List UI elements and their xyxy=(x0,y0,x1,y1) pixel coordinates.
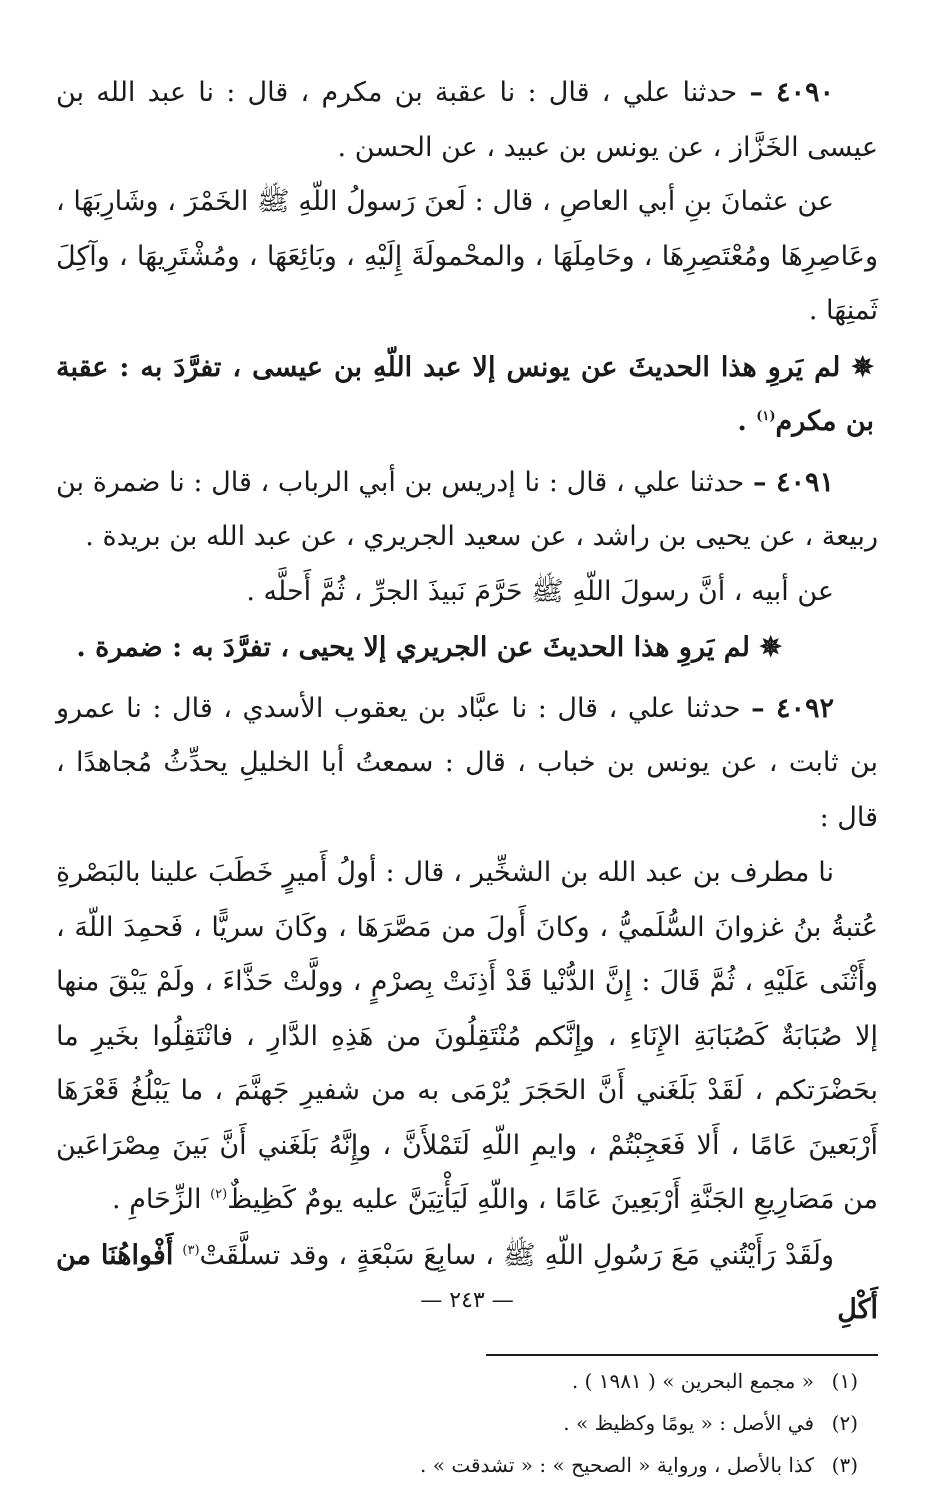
matn-text: نا مطرف بن عبد الله بن الشخِّير ، قال : أولُ أَميرٍ خَطَبَ علينا بالبَصْرةِ عُتبةُ بنُ غزوانَ السُّلَميُّ ، وكانَ أَولَ من مَصَّرَهَا ، وكَانَ سريًّا ، فَحمِدَ اللّهَ ، وأَثْنَى عَلَيْهِ ، ثُمَّ قَالَ : إِنَّ الدُّنْيا قَدْ أَذِنَتْ بِصرْمٍ ، وولَّتْ حَذَّاءَ ، ولَمْ يَبْقَ منها إلا صُبَابَةٌ كَصُبَابَةِ الإِنَاءِ ، وإِنَّكم مُنْتَقِلُونَ من هَذِهِ الدَّارِ ، فانْتَقِلُوا بخَيرِ ما بحَضْرَتكم ، لَقَدْ بَلَغَني أَنَّ الحَجَرَ يُرْمَى به من شفيرِ جَهنَّمَ ، ما يَبْلُغُ قَعْرَهَا أَرْبَعينَ عَامًا ، أَلا فَعَجِبْتُمْ ، وايمِ اللّهِ لَتَمْلأَنَّ ، وإِنَّهُ بَلَغَني أَنَّ بَينَ مِصْرَاعَين من مَصَارِيعِ الجَنَّةِ أَرْبَعِينَ عَامًا ، واللّهِ لَيَأْتِيَنَّ عليه يومٌ كَظِيظٌ xyxy=(56,857,878,1215)
isnad-text: حدثنا علي ، قال : نا عبَّاد بن يعقوب الأسدي ، قال : نا عمرو بن ثابت ، عن يونس بن خباب ، قال : سمعتُ أبا الخليلِ يحدِّثُ مُجاهدًا ، قال : xyxy=(56,692,878,833)
footnote-number: (١) xyxy=(831,1368,858,1393)
footnote-2 xyxy=(56,1402,858,1444)
footnote-ref: (٣) xyxy=(182,1242,200,1258)
footnote-text: كذا بالأصل ، ورواية « الصحيح » : « تشدقت » . xyxy=(420,1452,814,1477)
hadith-4090-matn: عن عثمانَ بنِ أبي العاصِ ، قال : لَعنَ رَسولُ اللّهِ ﷺ الخَمْرَ ، وشَارِبَهَا ، وعَاصِرِهَا ومُعْتَصِرِهَا ، وحَامِلَهَا ، والمحْمولَةَ إِلَيْهِ ، وبَائِعَهَا ، ومُشْتَرِيهَا ، وآكِلَ ثَمنِهَا . xyxy=(56,186,878,326)
hadith-number: ٤٠٩٠ – xyxy=(749,77,834,108)
footnote-3 xyxy=(56,1444,858,1486)
footnote-number: (٢) xyxy=(831,1410,858,1435)
footnote-text: « مجمع البحرين » ( ١٩٨١ ) . xyxy=(571,1368,814,1393)
hadith-4091-matn: عن أبيه ، أنَّ رسولَ اللّهِ ﷺ حَرَّمَ نَبيذَ الجرِّ ، ثُمَّ أَحلَّه . xyxy=(246,575,834,607)
hadith-number: ٤٠٩١ – xyxy=(753,466,834,498)
hadith-4092-isnad xyxy=(56,682,878,846)
footnote-ref: (١) xyxy=(756,409,776,424)
hadith-4091-isnad xyxy=(56,456,878,565)
footnote-text: في الأصل : « يومًا وكظيظ » . xyxy=(563,1410,814,1435)
isnad-text: حدثنا علي ، قال : نا عقبة بن مكرم ، قال : نا عبد الله بن عيسى الخَزَّاز ، عن يونس بن عبيد ، عن الحسن . xyxy=(56,77,878,163)
note-text: لم يَروِ هذا الحديثَ عن الجريري إلا يحيى ، تفرَّدَ به : ضمرة . xyxy=(76,632,750,663)
footnote-number: (٣) xyxy=(831,1452,858,1477)
page-number: — ٢٤٣ — xyxy=(420,1288,514,1313)
footnotes xyxy=(56,1360,878,1486)
hadith-number: ٤٠٩٢ – xyxy=(751,692,834,724)
matn-text-end: أَفْواهُنَا من أَكْلِ xyxy=(56,1239,878,1325)
hadith-4091-note: ✵ لم يَروِ هذا الحديثَ عن الجريري إلا يحيى ، تفرَّدَ به : ضمرة . xyxy=(76,632,782,663)
hadith-4090-note: ✵ لم يَروِ هذا الحديثَ عن يونس إلا عبد اللّهِ بن عيسى ، تفرَّدَ به : عقبة بن مكرم$^{(١)}$ . xyxy=(56,351,874,437)
hadith-4092-matn-b xyxy=(56,1229,878,1338)
footnote-separator xyxy=(486,1354,878,1356)
note-text: لم يَروِ هذا الحديثَ عن يونس إلا عبد اللّهِ بن عيسى ، تفرَّدَ به : عقبة بن مكرم xyxy=(56,351,874,437)
isnad-text: حدثنا علي ، قال : نا إدريس بن أبي الرباب ، قال : نا ضمرة بن ربيعة ، عن يحيى بن راشد ، عن سعيد الجريري ، عن عبد الله بن بريدة . xyxy=(56,466,878,552)
hadith-4090-isnad xyxy=(56,66,878,175)
matn-text-end: الزِّحَامِ . xyxy=(112,1184,202,1215)
footnote-ref: (٢) xyxy=(210,1187,228,1202)
hadith-4092-matn-a xyxy=(56,846,878,1228)
matn-text: ولَقَدْ رَأَيْتُني مَعَ رَسُولِ اللّهِ ﷺ ، سابِعَ سَبْعَةٍ ، وقد تسلَّقَتْ xyxy=(199,1239,834,1271)
